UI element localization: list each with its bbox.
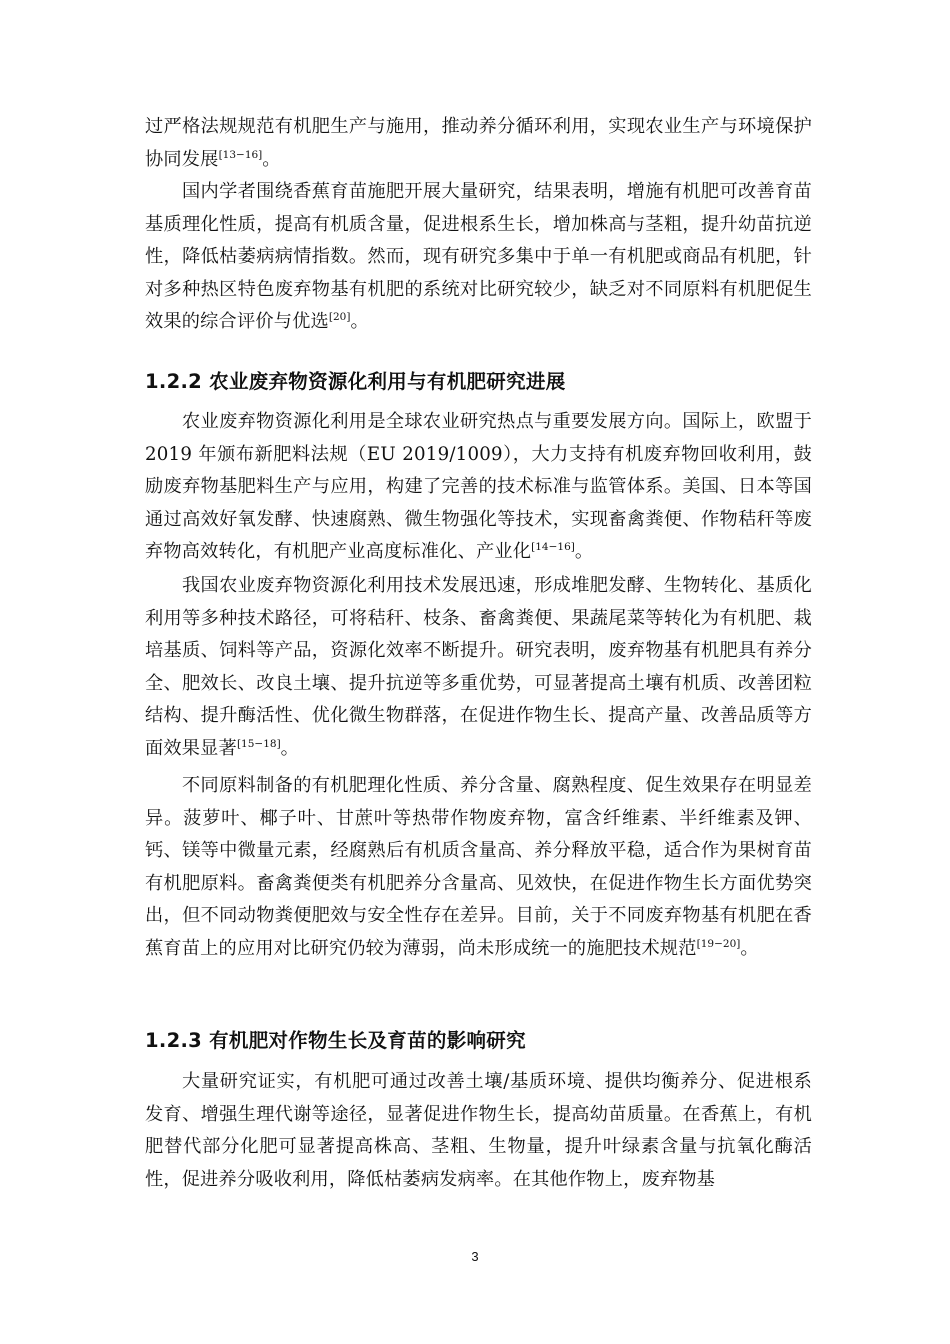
paragraph-text: 过严格法规规范有机肥生产与施用，推动养分循环利用，实现农业生产与环境保护协同发展 [145, 116, 812, 170]
paragraph-china-progress [145, 570, 812, 766]
paragraph-continuation [145, 111, 812, 176]
paragraph-end: 。 [262, 148, 281, 170]
section-heading-1-2-2: 1.2.2 农业废弃物资源化利用与有机肥研究进展 [145, 370, 566, 393]
citation: [20] [328, 311, 351, 324]
citation: [19−20] [696, 937, 741, 950]
paragraph-text: 我国农业废弃物资源化利用技术发展迅速，形成堆肥发酵、生物转化、基质化利用等多种技术路径，可将秸秆、枝条、畜禽粪便、果蔬尾菜等转化为有机肥、栽培基质、饲料等产品，资源化效率不断提升。研究表明，废弃物基有机肥具有养分全、肥效长、改良土壤、提升抗逆等多重优势，可显著提高土壤有机质、改善团粒结构、提升酶活性、优化微生物群落，在促进作物生长、提高产量、改善品质等方面效果显著 [145, 575, 812, 759]
section-heading-1-2-3: 1.2.3 有机肥对作物生长及育苗的影响研究 [145, 1029, 526, 1052]
paragraph-text: 农业废弃物资源化利用是全球农业研究热点与重要发展方向。国际上，欧盟于 2019 年颁布新肥料法规（EU 2019/1009），大力支持有机废弃物回收利用，鼓励废弃物基肥料生产与应用，构建了完善的技术标准与监管体系。美国、日本等国通过高效好氧发酵、快速腐熟、微生物强化等技术，实现畜禽粪便、作物秸秆等废弃物高效转化，有机肥产业高度标准化、产业化 [145, 411, 812, 563]
citation: [13−16] [218, 148, 263, 161]
paragraph-text: 不同原料制备的有机肥理化性质、养分含量、腐熟程度、促生效果存在明显差异。菠萝叶、椰子叶、甘蔗叶等热带作物废弃物，富含纤维素、半纤维素及钾、钙、镁等中微量元素，经腐熟后有机质含量高、养分释放平稳，适合作为果树育苗有机肥原料。畜禽粪便类有机肥养分含量高、见效快，在促进作物生长方面优势突出，但不同动物粪便肥效与安全性存在差异。目前，关于不同废弃物基有机肥在香蕉育苗上的应用对比研究仍较为薄弱，尚未形成统一的施肥技术规范 [145, 775, 812, 959]
paragraph-text: 国内学者围绕香蕉育苗施肥开展大量研究，结果表明，增施有机肥可改善育苗基质理化性质，提高有机质含量，促进根系生长，增加株高与茎粗，提升幼苗抗逆性，降低枯萎病病情指数。然而，现有研究多集中于单一有机肥或商品有机肥，针对多种热区特色废弃物基有机肥的系统对比研究较少，缺乏对不同原料有机肥促生效果的综合评价与优选 [145, 181, 812, 333]
paragraph-domestic-research [145, 176, 812, 339]
paragraph-end: 。 [740, 937, 759, 959]
citation: [14−16] [531, 541, 575, 554]
page-number: 3 [471, 1249, 479, 1264]
paragraph-growth-effects [145, 1066, 812, 1196]
paragraph-end: 。 [280, 737, 300, 759]
citation: [15−18] [236, 737, 281, 750]
paragraph-international-progress [145, 406, 812, 569]
paragraph-raw-material-differences [145, 770, 812, 966]
paragraph-end: 。 [574, 541, 594, 563]
paragraph-text: 大量研究证实，有机肥可通过改善土壤/基质环境、提供均衡养分、促进根系发育、增强生理代谢等途径，显著促进作物生长，提高幼苗质量。在香蕉上，有机肥替代部分化肥可显著提高株高、茎粗、生物量，提升叶绿素含量与抗氧化酶活性，促进养分吸收利用，降低枯萎病发病率。在其他作物上，废弃物基 [145, 1071, 812, 1190]
paragraph-end: 。 [350, 311, 369, 333]
